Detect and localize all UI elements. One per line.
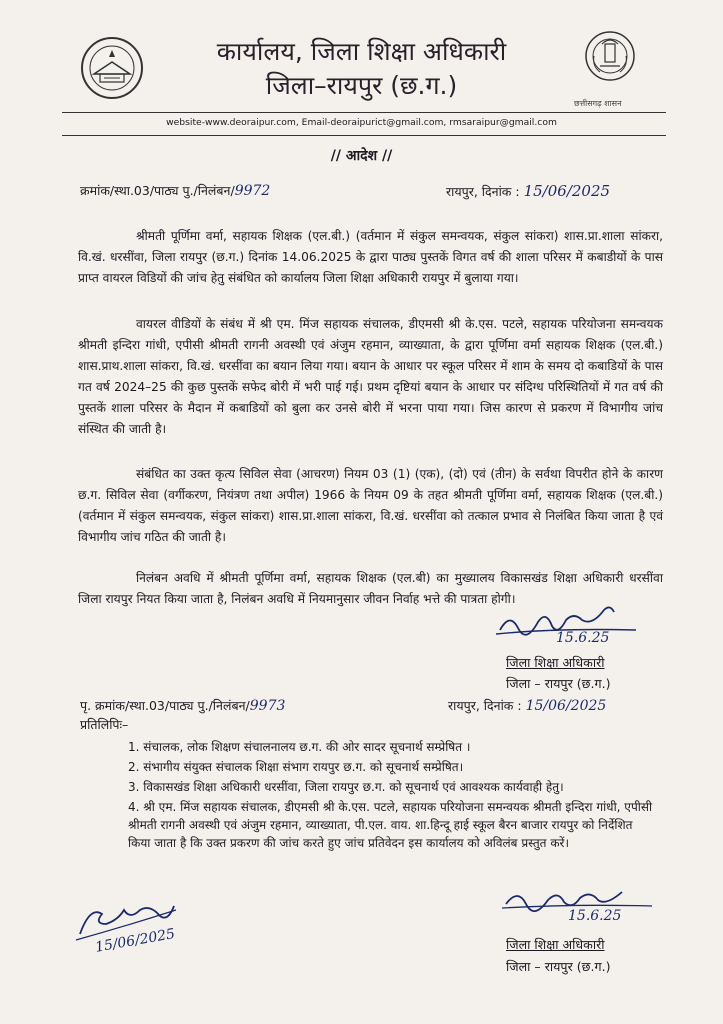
reference-2-number: 9973 [249, 698, 286, 714]
signature-2-title: जिला शिक्षा अधिकारी [506, 937, 605, 952]
signature-2-date-note: 15.6.25 [568, 908, 622, 924]
reference-2-place-date-label: रायपुर, दिनांक : [448, 698, 522, 713]
order-title: // आदेश // [330, 148, 393, 164]
contact-line: website-www.deoraipur.com, Email-deoraipurict@gmail.com, rmsaraipur@gmail.com [166, 117, 557, 128]
copies-label: प्रतिलिपिः– [80, 717, 129, 732]
copies-item-3: 3. विकासखंड शिक्षा अधिकारी धरसींवा, जिला रायपुर छ.ग. को सूचनार्थ एवं आवश्यक कार्यवाही हेतु। [128, 780, 564, 794]
reference-2-prefix: पृ. क्रमांक/स्था.03/पाठ्य पु./निलंबन/ [80, 698, 250, 713]
signature-1-place: जिला – रायपुर (छ.ग.) [506, 676, 611, 691]
reference-2-date-line [448, 697, 606, 714]
copies-list [128, 738, 658, 854]
reference-date: 15/06/2025 [523, 182, 611, 200]
reference-2-date: 15/06/2025 [525, 698, 607, 714]
reference-number: 9972 [234, 183, 271, 199]
reference-prefix: क्रमांक/स्था.03/पाठ्य पु./निलंबन/ [80, 183, 235, 198]
signature-1-date-note: 15.6.25 [556, 630, 610, 646]
receipt-date-note: 15/06/2025 [94, 925, 177, 956]
header-rule-top [62, 112, 666, 113]
copies-item-1: 1. संचालक, लोक शिक्षण संचालनालय छ.ग. की ओर सादर सूचनार्थ सम्प्रेषित । [128, 740, 471, 754]
body-paragraph-2: वायरल वीडियों के संबंध में श्री एम. मिंज सहायक संचालक, डीएमसी श्री के.एस. पटले, सहायक परियोजना समन्वयक श्रीमती इन्दिरा गांधी, एपीसी श्रीमती रागनी अवस्थी एवं अंजुम रहमान, व्याख्याता, के द्वारा पूर्णिमा वर्मा सहायक शिक्षक (एल.बी.) शास.प्राथ.शाला सांकरा, वि.खं. धरसींवा का बयान लिया गया। बयान के आधार पर स्कूल परिसर में शाम के समय दो कबाडियों के पास गत वर्ष 2024–25 की कुछ पुस्तकें सफेद बोरी में भरी पाई गई। प्रथम दृष्टियां बयान के आधार पर संदिग्ध परिस्थितियों में गत वर्ष की पुस्तकें शाला परिसर के मैदान में कबाडियों को बुला कर उनसे बोरी में भरना पाया गया। जिस कारण से प्रकरण में विभागीय जांच संस्थित की जाती है। [78, 317, 663, 436]
body-paragraph-3: संबंधित का उक्त कृत्य सिविल सेवा (आचरण) नियम 03 (1) (एक), (दो) एवं (तीन) के सर्वथा विपरीत होने के कारण छ.ग. सिविल सेवा (वर्गीकरण, नियंत्रण तथा अपील) 1966 के नियम 09 के तहत श्रीमती पूर्णिमा वर्मा, सहायक शिक्षक (एल.बी.) (वर्तमान में संकुल समन्वयक, संकुल सांकरा) शास.प्रा.शाला सांकरा, वि.खं. धरसींवा को तत्काल प्रभाव से निलंबित किया जाता है एवं विभागीय जांच गठित की जाती है। [78, 467, 663, 544]
office-subtitle: जिला–रायपुर (छ.ग.) [265, 71, 458, 100]
signature-1-title: जिला शिक्षा अधिकारी [506, 655, 605, 670]
copies-item-4: 4. श्री एम. मिंज सहायक संचालक, डीएमसी श्री के.एस. पटले, सहायक परियोजना समन्वयक श्रीमती इन्दिरा गांधी, एपीसी श्रीमती रागनी अवस्थी एवं अंजुम रहमान, व्याख्याता, पी.एल. वाय. शा.हिन्दू हाई स्कूल बैरन बाजार रायपुर को निर्देशित किया जाता है कि उक्त प्रकरण की जांच करते हुए जांच प्रतिवेदन इस कार्यालय को अविलंब प्रस्तुत करें। [128, 800, 653, 850]
body-paragraph-1: श्रीमती पूर्णिमा वर्मा, सहायक शिक्षक (एल.बी.) (वर्तमान में संकुल समन्वयक, संकुल सांकरा) शास.प्रा.शाला सांकरा, वि.खं. धरसींवा, जिला रायपुर (छ.ग.) दिनांक 14.06.2025 के द्वारा पाठ्य पुस्तकें विगत वर्ष की शाला परिसर में कबाडीयों के पास प्राप्त वायरल विडियों की जांच हेतु संबंधित को कार्यालय जिला शिक्षा अधिकारी रायपुर में बुलाया गया। [78, 229, 663, 285]
body-paragraph-4: निलंबन अवधि में श्रीमती पूर्णिमा वर्मा, सहायक शिक्षक (एल.बी) का मुख्यालय विकासखंड शिक्षा अधिकारी धरसींवा जिला रायपुर नियत किया जाता है, निलंबन अवधि में नियमानुसार जीवन निर्वाह भत्ते की पात्रता होगी। [78, 571, 663, 606]
govt-label: छत्तीसगढ़ शासन [574, 99, 622, 108]
reference-place-date-label: रायपुर, दिनांक : [446, 184, 520, 199]
header-rule-bottom [62, 135, 666, 136]
reference-date-line [446, 182, 610, 200]
reference-line [80, 182, 270, 199]
reference-2-line [80, 697, 285, 714]
office-title: कार्यालय, जिला शिक्षा अधिकारी [216, 37, 507, 66]
signature-2-place: जिला – रायपुर (छ.ग.) [506, 959, 611, 974]
copies-item-2: 2. संभागीय संयुक्त संचालक शिक्षा संभाग रायपुर छ.ग. को सूचनार्थ सम्प्रेषित। [128, 760, 464, 774]
